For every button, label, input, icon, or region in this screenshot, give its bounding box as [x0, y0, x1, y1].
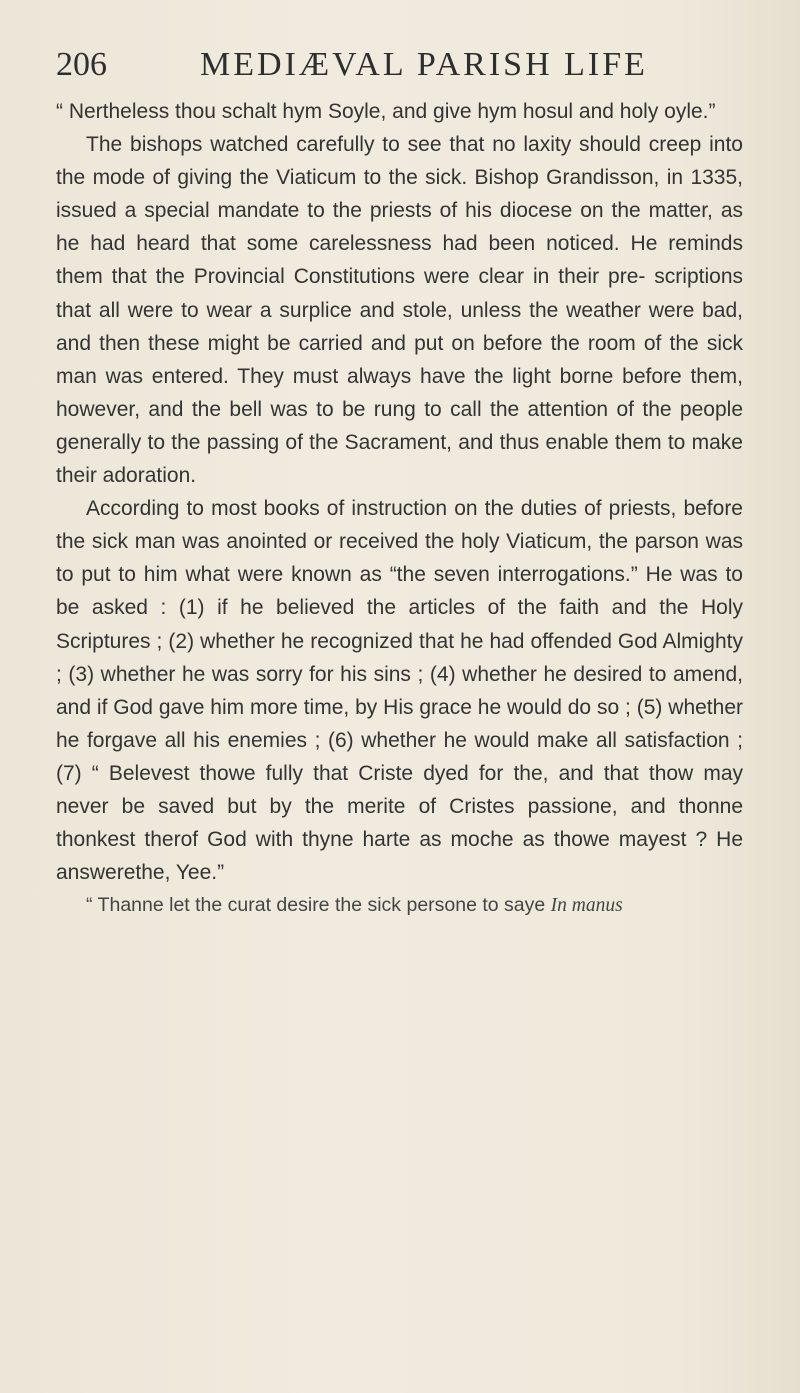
- paragraph-interrogations: According to most books of instruction on the duties of priests, before the sick man was anointed or received the holy Viaticum, the parson was to put to him what were known as “the seven interrogations.” He was to be asked : (1) if he believed the articles of the faith and the Holy Scriptures ; (2) whether he recognized that he had offended God Almighty ; (3) whether he was sorry for his sins ; (4) whether he desired to amend, and if God gave him more time, by His grace he would do so ; (5) whether he forgave all his enemies ; (6) whether he would make all satisfaction ; (7) “ Belevest thowe fully that Criste dyed for the, and that thow may never be saved but by the merite of Cristes passione, and thonne thonkest therof God with thyne harte as moche as thowe mayest ? He answerethe, Yee.”: [56, 497, 743, 885]
- paragraph-bishops: The bishops watched carefully to see that no laxity should creep into the mode of giving the Viaticum to the sick. Bishop Grandisson, in 1335, issued a special mandate to the priests of his diocese on the matter, as he had heard that some carelessness had been noticed. He reminds them that the Provincial Constitutions were clear in their pre- scriptions that all were to wear a surplice and stole, unless the weather were bad, and then these might be carried and put on before the room of the sick man was entered. They must always have the light borne before them, however, and the bell was to be rung to call the attention of the people generally to the passing of the Sacrament, and thus enable them to make their adoration.: [56, 133, 743, 488]
- running-head: MEDIÆVAL PARISH LIFE: [200, 46, 648, 83]
- page-number: 206: [56, 46, 107, 83]
- paragraph-final-line: [56, 889, 743, 922]
- page-header: [56, 46, 756, 96]
- final-line-text: “ Thanne let the curat desire the sick persone to saye: [86, 894, 546, 917]
- body-text: [56, 95, 743, 922]
- paragraph-quote: “ Nertheless thou schalt hym Soyle, and give hym hosul and holy oyle.”: [56, 100, 716, 123]
- final-line-italic: In manus: [550, 895, 623, 917]
